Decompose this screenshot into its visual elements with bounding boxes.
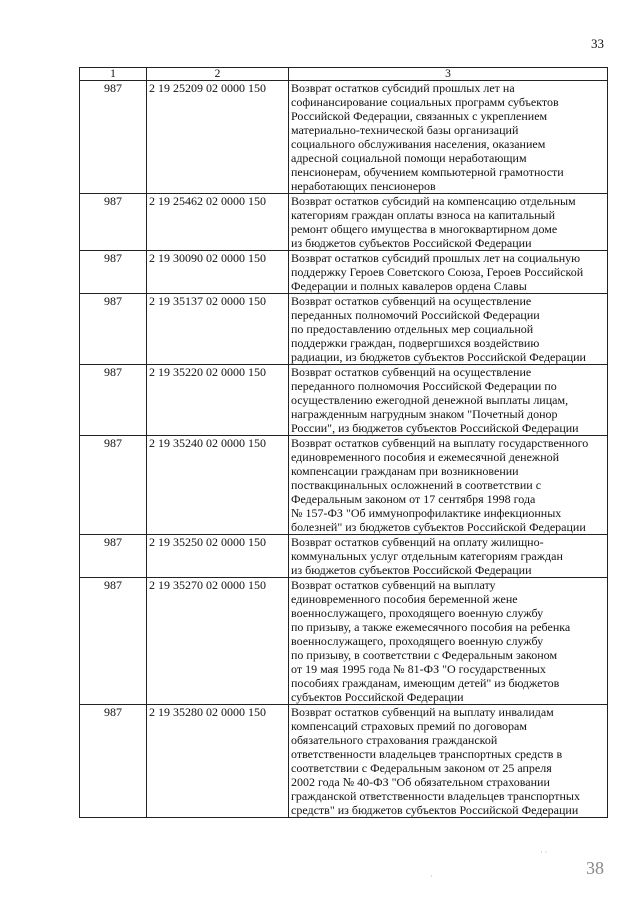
income-name-cell: Возврат остатков субсидий прошлых лет на софинансирование социальных программ субъектов Российской Федерации, связанных с укреплением материально-технической базы организаций социального обслуживания населения, оказанием адресной социальной помощи неработающим пенсионерам, обучением компьютерной грамотности неработающих пенсионеров — [289, 81, 608, 194]
income-name-cell: Возврат остатков субвенций на осуществление переданных полномочий Российской Федерации по предоставлению отдельных мер социальной поддержки граждан, подвергшихся воздействию радиации, из бюджетов субъектов Российской Федерации — [289, 294, 608, 365]
income-name-cell: Возврат остатков субсидий прошлых лет на социальную поддержку Героев Советского Союза, Героев Российской Федерации и полных кавалеров ордена Славы — [289, 251, 608, 294]
admin-code-cell: 987 — [80, 194, 147, 251]
budget-code-cell: 2 19 30090 02 0000 150 — [147, 251, 289, 294]
admin-code-cell: 987 — [80, 578, 147, 705]
income-name-cell: Возврат остатков субвенций на оплату жилищно- коммунальных услуг отдельным категориям граждан из бюджетов субъектов Российской Федерации — [289, 535, 608, 578]
budget-codes-table — [79, 67, 608, 818]
admin-code-cell: 987 — [80, 81, 147, 194]
table-row — [80, 705, 608, 818]
table-row — [80, 81, 608, 194]
table-row — [80, 251, 608, 294]
income-name-cell: Возврат остатков субвенций на выплату государственного единовременного пособия и ежемесячной денежной компенсации гражданам при возникновении поствакцинальных осложнений в соответствии с Федеральным законом от 17 сентября 1998 года № 157-ФЗ "Об иммунопрофилактике инфекционных болезней" из бюджетов субъектов Российской Федерации — [289, 436, 608, 535]
budget-code-cell: 2 19 35240 02 0000 150 — [147, 436, 289, 535]
admin-code-cell: 987 — [80, 436, 147, 535]
table-row — [80, 194, 608, 251]
admin-code-cell: 987 — [80, 251, 147, 294]
admin-code-cell: 987 — [80, 705, 147, 818]
corner-page-mark: 38 — [586, 858, 604, 878]
column-header-1: 1 — [80, 68, 147, 81]
budget-code-cell: 2 19 25209 02 0000 150 — [147, 81, 289, 194]
income-name-cell: Возврат остатков субвенций на выплату инвалидам компенсаций страховых премий по договорам обязательного страхования гражданской ответственности владельцев транспортных средств в соответствии с Федеральным законом от 25 апреля 2002 года № 40-ФЗ "Об обязательном страховании гражданской ответственности владельцев транспортных средств" из бюджетов субъектов Российской Федерации — [289, 705, 608, 818]
budget-code-cell: 2 19 25462 02 0000 150 — [147, 194, 289, 251]
table-row — [80, 294, 608, 365]
budget-code-cell: 2 19 35137 02 0000 150 — [147, 294, 289, 365]
income-name-cell: Возврат остатков субсидий на компенсацию отдельным категориям граждан оплаты взноса на капитальный ремонт общего имущества в многоквартирном доме из бюджетов субъектов Российской Федерации — [289, 194, 608, 251]
admin-code-cell: 987 — [80, 294, 147, 365]
table-row — [80, 535, 608, 578]
table-row — [80, 365, 608, 436]
admin-code-cell: 987 — [80, 365, 147, 436]
income-name-cell: Возврат остатков субвенций на выплату единовременного пособия беременной жене военнослужащего, проходящего военную службу по призыву, а также ежемесячного пособия на ребенка военнослужащего, проходящего военную службу по призыву, в соответствии с Федеральным законом от 19 мая 1995 года № 81-ФЗ "О государственных пособиях гражданам, имеющим детей" из бюджетов субъектов Российской Федерации — [289, 578, 608, 705]
table-row — [80, 436, 608, 535]
table-row — [80, 578, 608, 705]
income-name-cell: Возврат остатков субвенций на осуществление переданного полномочия Российской Федерации по осуществлению ежегодной денежной выплаты лицам, награжденным нагрудным знаком "Почетный донор России", из бюджетов субъектов Российской Федерации — [289, 365, 608, 436]
budget-code-cell: 2 19 35280 02 0000 150 — [147, 705, 289, 818]
scan-artifact: · · — [540, 848, 548, 857]
column-header-2: 2 — [147, 68, 289, 81]
page-number: 33 — [591, 36, 604, 51]
scan-artifact: · — [430, 872, 433, 881]
budget-code-cell: 2 19 35220 02 0000 150 — [147, 365, 289, 436]
column-header-3: 3 — [289, 68, 608, 81]
admin-code-cell: 987 — [80, 535, 147, 578]
budget-code-cell: 2 19 35250 02 0000 150 — [147, 535, 289, 578]
budget-code-cell: 2 19 35270 02 0000 150 — [147, 578, 289, 705]
table-header-row — [80, 68, 608, 81]
